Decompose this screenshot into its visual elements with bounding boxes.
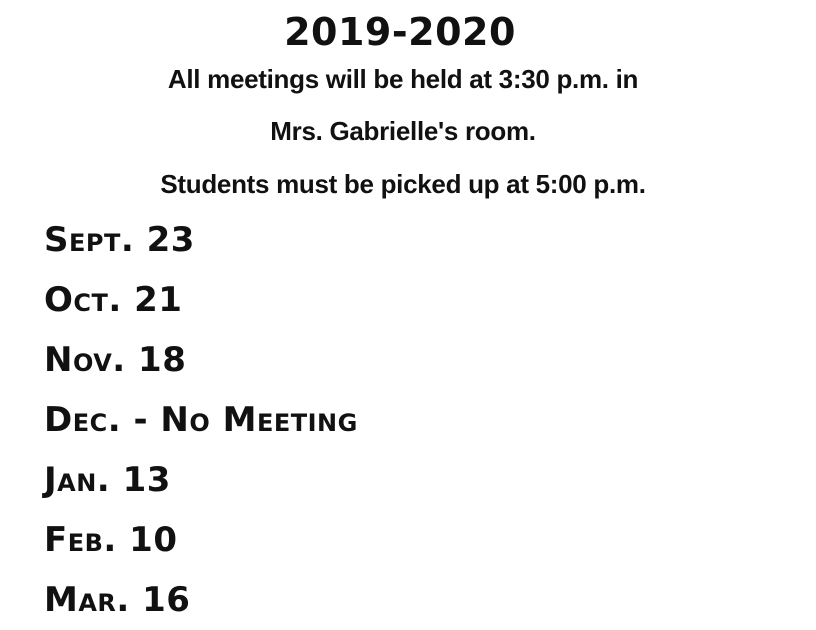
page-title: 2019-2020 bbox=[284, 10, 516, 54]
meeting-date-dec: Dec. - No Meeting bbox=[44, 400, 358, 440]
meeting-location-info: Mrs. Gabrielle's room. bbox=[270, 116, 536, 146]
meeting-date-jan: Jan. 13 bbox=[44, 460, 171, 500]
meeting-date-oct: Oct. 21 bbox=[44, 280, 183, 320]
meeting-date-mar: Mar. 16 bbox=[44, 580, 191, 620]
pickup-time-info: Students must be picked up at 5:00 p.m. bbox=[160, 169, 646, 199]
meeting-dates-list bbox=[44, 212, 358, 630]
meeting-date-sept: Sept. 23 bbox=[44, 220, 195, 260]
meeting-time-info: All meetings will be held at 3:30 p.m. in bbox=[167, 64, 639, 94]
meeting-date-feb: Feb. 10 bbox=[44, 520, 178, 560]
meeting-date-nov: Nov. 18 bbox=[44, 340, 187, 380]
